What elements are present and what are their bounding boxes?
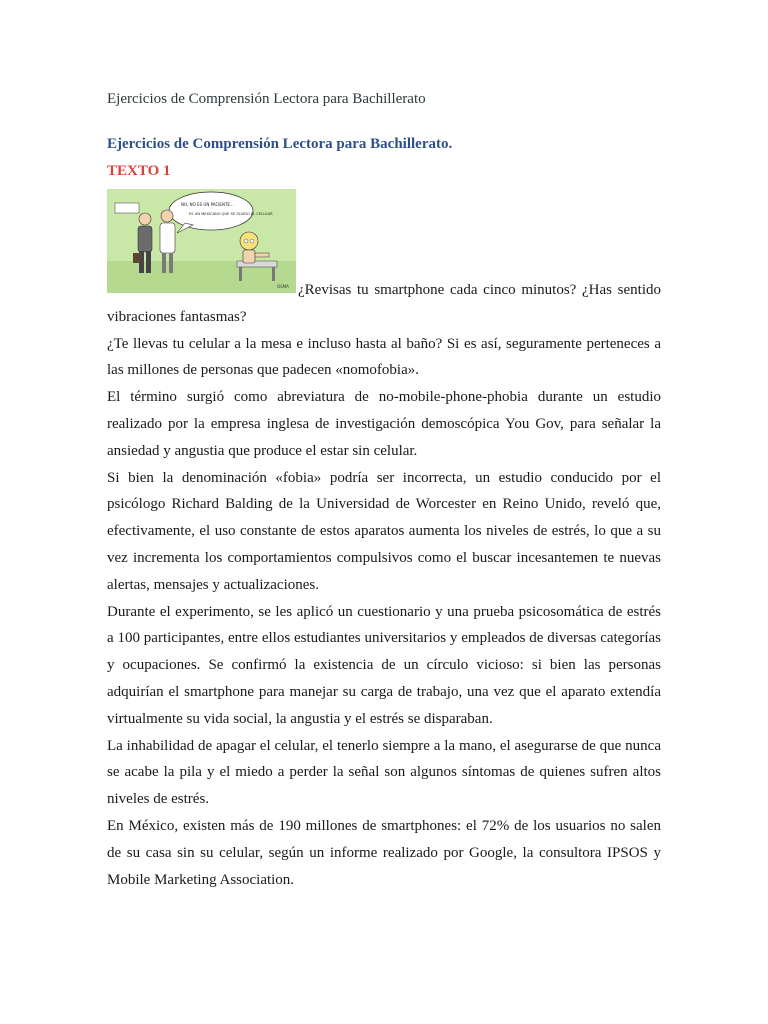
doctor-coat: [160, 223, 175, 253]
paragraph-1: ¿Revisas tu smartphone cada cinco minutos? ¿Has sentido vibraciones fantasmas?: [107, 282, 661, 325]
wall-sign: [115, 203, 139, 213]
speech-bubble: [169, 192, 253, 230]
paragraph-7: En México, existen más de 190 millones de smartphones: el 72% de los usuarios no salen de su casa sin su celular, según un informe realizado por Google, la consultora IPSOS y Mobile Marketing Association.: [107, 817, 661, 888]
patient-head: [240, 232, 258, 250]
paragraph-3: El término surgió como abreviatura de no-mobile-phone-phobia durante un estudio realizado por la empresa inglesa de investigación demoscópica You Gov, para señalar la ansiedad y angustia que produce el estar sin celular.: [107, 389, 661, 459]
section-label: TEXTO 1: [107, 163, 171, 179]
cartoon-signature: OSMA: [277, 284, 289, 289]
paragraph-4: Si bien la denominación «fobia» podría ser incorrecta, un estudio conducido por el psicólogo Richard Balding de la Universidad de Worcester en Reino Unido, reveló que, efectivamente, el uso constante de estos aparatos aumenta los niveles de estrés, lo que a su vez incrementa los comportamientos compulsivos como el buscar incesantemen te nuevas alertas, mensajes y actualizaciones.: [107, 469, 661, 593]
paragraph-6: La inhabilidad de apagar el celular, el tenerlo siempre a la mano, el asegurarse de que nunca se acabe la pila y el miedo a perder la señal son algunos síntomas de quienes sufren altos niveles de estrés.: [107, 737, 661, 808]
patient-body: [243, 250, 255, 263]
speech-line-2: ES UN MEXICANO QUE SE OLVIDÓ EL CELULAR: [189, 212, 273, 216]
paragraph-5: Durante el experimento, se les aplicó un cuestionario y una prueba psicosomática de estrés a 100 participantes, entre ellos estudiantes universitarios y empleados de diversas categorías y ocupaciones. Se confirmó la existencia de un círculo vicioso: si bien las personas adquirían el smartphone para manejar su carga de trabajo, una vez que el aparato extendía virtualmente su vida social, la angustia y el estrés se disparaban.: [107, 603, 661, 727]
document-title: Ejercicios de Comprensión Lectora para Bachillerato.: [107, 136, 453, 152]
person-left-body: [138, 226, 152, 252]
doctor-head: [161, 210, 173, 222]
paragraph-2: ¿Te llevas tu celular a la mesa e incluso hasta al baño? Si es así, seguramente perteneces a las millones de personas que padecen «nomofobia».: [107, 335, 661, 379]
speech-line-1: NO, NO ES UN PACIENTE...: [181, 202, 234, 207]
person-left-head: [139, 213, 151, 225]
body-text: [107, 277, 661, 893]
header-title: Ejercicios de Comprensión Lectora para Bachillerato: [107, 91, 426, 107]
